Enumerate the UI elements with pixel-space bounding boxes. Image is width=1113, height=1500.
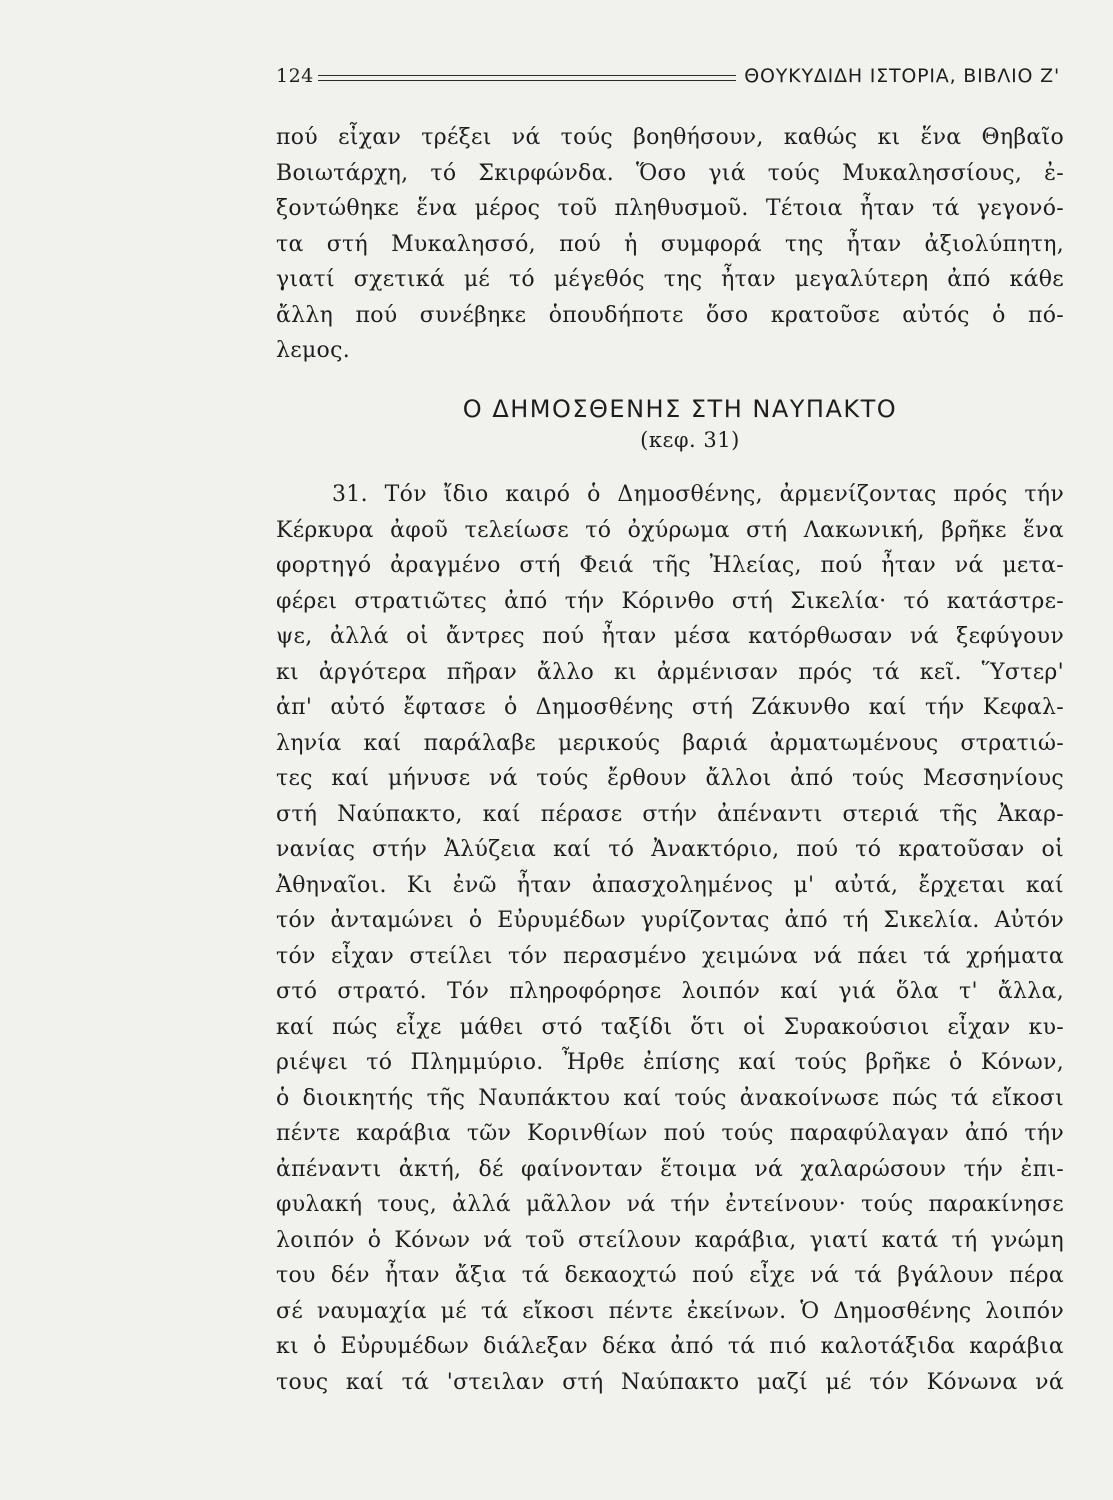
text-line: τόν εἶχαν στείλει τόν περασμένο χειμώνα νά πάει τά χρήματα [276,943,1064,969]
text-line: Ἀθηναῖοι. Κι ἐνῶ ἦταν ἀπασχολημένος μ' αὐτά, ἔρχεται καί [276,872,1064,898]
text-line: καί πώς εἶχε μάθει στό ταξίδι ὅτι οἱ Συρακούσιοι εἶχαν κυ- [276,1014,1064,1040]
page-header [276,62,1060,90]
text-line: λοιπόν ὁ Κόνων νά τοῦ στείλουν καράβια, γιατί κατά τή γνώμη [276,1227,1064,1253]
text-line: πέντε καράβια τῶν Κορινθίων πού τούς παραφύλαγαν ἀπό τήν [276,1121,1064,1146]
text-line: ριέψει τό Πλημμύριο. Ἦρθε ἐπίσης καί τούς βρῆκε ὁ Κόνων, [276,1050,1064,1075]
text-line: σέ ναυμαχία μέ τά εἴκοσι πέντε ἐκείνων. Ὁ Δημοσθένης λοιπόν [276,1298,1064,1324]
text-line: λεμος. [276,338,350,363]
text-line: του δέν ἦταν ἄξια τά δεκαοχτώ πού εἶχε νά τά βγάλουν πέρα [276,1263,1064,1288]
text-line: ληνία καί παράλαβε μερικούς βαριά ἀρματωμένους στρατιώ- [276,730,1064,756]
paragraph-31 [276,477,1064,1400]
text-line: τόν ἀνταμώνει ὁ Εὐρυμέδων γυρίζοντας ἀπό τή Σικελία. Αὐτόν [276,908,1064,933]
text-line: γιατί σχετικά μέ τό μέγεθός της ἦταν μεγαλύτερη ἀπό κάθε [276,267,1064,292]
text-line: πού εἶχαν τρέξει νά τούς βοηθήσουν, καθώς κι ἕνα Θηβαῖο [276,125,1064,150]
text-line: κι ὁ Εὐρυμέδων διάλεξαν δέκα ἀπό τά πιό καλοτάξιδα καράβια [276,1334,1064,1359]
text-line: κι ἀργότερα πῆραν ἄλλο κι ἀρμένισαν πρός τά κεῖ. Ὕστερ' [276,659,1064,685]
text-line: ἄλλη πού συνέβηκε ὁπουδήποτε ὅσο κρατοῦσε αὐτός ὁ πό- [276,302,1064,328]
text-line: 31. Τόν ἴδιο καιρό ὁ Δημοσθένης, ἀρμενίζοντας πρός τήν [332,482,1064,507]
text-line: ἀπέναντι ἀκτή, δέ φαίνονταν ἕτοιμα νά χαλαρώσουν τήν ἐπι- [276,1156,1064,1182]
text-line: στή Ναύπακτο, καί πέρασε στήν ἀπέναντι στεριά τῆς Ἀκαρ- [276,801,1064,827]
text-line: ξοντώθηκε ἕνα μέρος τοῦ πληθυσμοῦ. Τέτοια ἦταν τά γεγονό- [276,196,1064,221]
text-line: φορτηγό ἀραγμένο στή Φειά τῆς Ἠλείας, πού ἦταν νά μετα- [276,553,1064,578]
text-line: ὁ διοικητής τῆς Ναυπάκτου καί τούς ἀνακοίνωσε πώς τά εἴκοσι [276,1085,1064,1111]
text-line: ἀπ' αὐτό ἔφτασε ὁ Δημοσθένης στή Ζάκυνθο καί τήν Κεφαλ- [276,695,1064,720]
text-line: τους καί τά 'στειλαν στή Ναύπακτο μαζί μέ τόν Κόνωνα νά [276,1369,1064,1395]
text-line: τα στή Μυκαλησσό, πού ἡ συμφορά της ἦταν ἀξιολύπητη, [276,231,1064,257]
text-line: τες καί μήνυσε νά τούς ἔρθουν ἄλλοι ἀπό τούς Μεσσηνίους [276,766,1064,791]
text-line: Κέρκυρα ἀφοῦ τελείωσε τό ὀχύρωμα στή Λακωνική, βρῆκε ἕνα [276,517,1064,543]
text-line: ψε, ἀλλά οἱ ἄντρες πού ἦταν μέσα κατόρθωσαν νά ξεφύγουν [276,624,1064,649]
page-number: 124 [276,65,314,87]
section-heading: Ο ΔΗΜΟΣΘΕΝΗΣ ΣΤΗ ΝΑΥΠΑΚΤΟ [462,395,898,423]
text-line: νανίας στήν Ἀλύζεια καί τό Ἀνακτόριο, πού τό κρατοῦσαν οἱ [276,837,1064,862]
header-double-rule [318,75,737,81]
paragraph-continued [276,120,1064,369]
text-line: στό στρατό. Τόν πληροφόρησε λοιπόν καί γιά ὅλα τ' ἄλλα, [276,979,1064,1004]
text-line: φυλακή τους, ἀλλά μᾶλλον νά τήν ἐντείνουν· τούς παρακίνησε [276,1192,1064,1217]
chapter-reference: (κεφ. 31) [640,428,740,452]
text-line: Βοιωτάρχη, τό Σκιρφώνδα. Ὅσο γιά τούς Μυκαλησσίους, ἐ- [276,160,1064,186]
text-line: φέρει στρατιῶτες ἀπό τήν Κόρινθο στή Σικελία· τό κατάστρε- [276,588,1064,614]
running-title: ΘΟΥΚΥΔΙΔΗ ΙΣΤΟΡΙΑ, ΒΙΒΛΙΟ Ζ' [744,65,1060,87]
